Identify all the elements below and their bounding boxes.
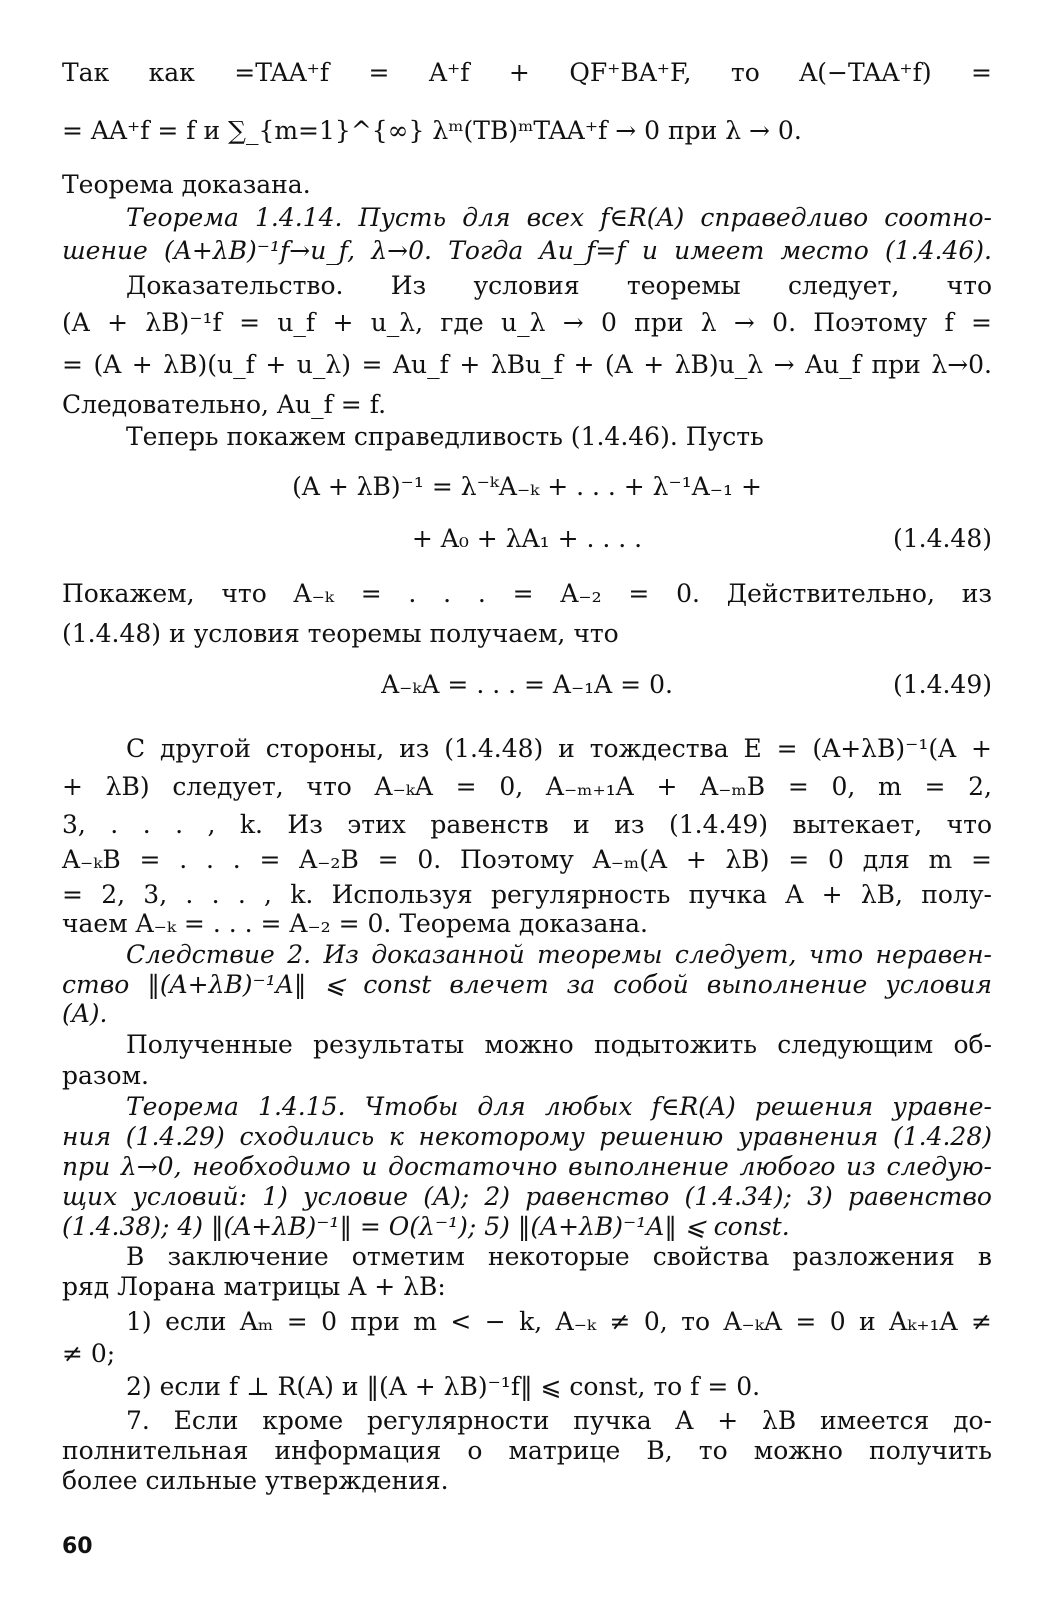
text-line: (1.4.48) и условия теоремы получаем, что <box>62 619 619 648</box>
formula-line: A₋ₖA = . . . = A₋₁A = 0. <box>381 670 673 699</box>
text-line: Доказательство. Из условия теоремы следует, что <box>126 271 992 300</box>
theorem-text: Теорема 1.4.14. Пусть для всех f∈R(A) справедливо соотно- <box>126 203 992 232</box>
text-line: = (A + λB)(u_f + u_λ) = Au_f + λBu_f + (A + λB)u_λ → Au_f при λ→0. <box>62 350 992 379</box>
text-line: 3, . . . , k. Из этих равенств и из (1.4.49) вытекает, что <box>62 810 992 839</box>
text-line: Следовательно, Au_f = f. <box>62 390 387 419</box>
text-line: Полученные результаты можно подытожить следующим об- <box>126 1030 992 1059</box>
text-line: разом. <box>62 1061 149 1090</box>
text-line: полнительная информация о матрице B, то можно получить <box>62 1436 992 1465</box>
equation-number: (1.4.48) <box>892 524 992 553</box>
corollary-text: (A). <box>62 999 108 1028</box>
corollary-text: ство ‖(A+λB)⁻¹A‖ ⩽ const влечет за собой выполнение условия <box>62 970 992 999</box>
text-line: 7. Если кроме регулярности пучка A + λB имеется до- <box>126 1406 992 1435</box>
text-line: ряд Лорана матрицы A + λB: <box>62 1272 446 1301</box>
theorem-text: при λ→0, необходимо и достаточно выполнение любого из следую- <box>62 1152 992 1181</box>
theorem-text: ния (1.4.29) сходились к некоторому решению уравнения (1.4.28) <box>62 1122 992 1151</box>
text-line: A₋ₖB = . . . = A₋₂B = 0. Поэтому A₋ₘ(A + λB) = 0 для m = <box>62 845 992 874</box>
formula-line: (A + λB)⁻¹ = λ⁻ᵏA₋ₖ + . . . + λ⁻¹A₋₁ + <box>292 472 762 501</box>
list-item: ≠ 0; <box>62 1339 116 1368</box>
equation-number: (1.4.49) <box>892 670 992 699</box>
text-line: более сильные утверждения. <box>62 1466 449 1495</box>
text-line: Теорема доказана. <box>62 170 311 199</box>
text-line: (A + λB)⁻¹f = u_f + u_λ, где u_λ → 0 при λ → 0. Поэтому f = <box>62 308 992 337</box>
corollary-text: Следствие 2. Из доказанной теоремы следует, что неравен- <box>126 940 992 969</box>
page-number: 60 <box>62 1534 93 1559</box>
text-line: = AA⁺f = f и ∑_{m=1}^{∞} λᵐ(TB)ᵐTAA⁺f → 0 при λ → 0. <box>62 116 802 145</box>
theorem-text: Теорема 1.4.15. Чтобы для любых f∈R(A) решения уравне- <box>126 1092 992 1121</box>
text-line: чаем A₋ₖ = . . . = A₋₂ = 0. Теорема доказана. <box>62 909 648 938</box>
theorem-text: шение (A+λB)⁻¹f→u_f, λ→0. Тогда Au_f=f и имеет место (1.4.46). <box>62 236 992 265</box>
text-line: С другой стороны, из (1.4.48) и тождества E = (A+λB)⁻¹(A + <box>126 734 992 763</box>
text-line: В заключение отметим некоторые свойства разложения в <box>126 1242 992 1271</box>
text-line: Теперь покажем справедливость (1.4.46). Пусть <box>126 422 764 451</box>
text-line: Покажем, что A₋ₖ = . . . = A₋₂ = 0. Действительно, из <box>62 579 992 608</box>
theorem-text: (1.4.38); 4) ‖(A+λB)⁻¹‖ = O(λ⁻¹); 5) ‖(A+λB)⁻¹A‖ ⩽ const. <box>62 1212 790 1241</box>
text-line: = 2, 3, . . . , k. Используя регулярность пучка A + λB, полу- <box>62 880 992 909</box>
text-line: + λB) следует, что A₋ₖA = 0, A₋ₘ₊₁A + A₋ₘB = 0, m = 2, <box>62 772 992 801</box>
theorem-text: щих условий: 1) условие (A); 2) равенство (1.4.34); 3) равенство <box>62 1182 992 1211</box>
formula-line: + A₀ + λA₁ + . . . . <box>411 524 643 553</box>
list-item: 2) если f ⊥ R(A) и ‖(A + λB)⁻¹f‖ ⩽ const, то f = 0. <box>126 1372 761 1401</box>
list-item: 1) если Aₘ = 0 при m < − k, A₋ₖ ≠ 0, то A₋ₖA = 0 и Aₖ₊₁A ≠ <box>126 1307 992 1336</box>
text-line: Так как =TAA⁺f = A⁺f + QF⁺BA⁺F, то A(−TAA⁺f) = <box>62 58 992 87</box>
